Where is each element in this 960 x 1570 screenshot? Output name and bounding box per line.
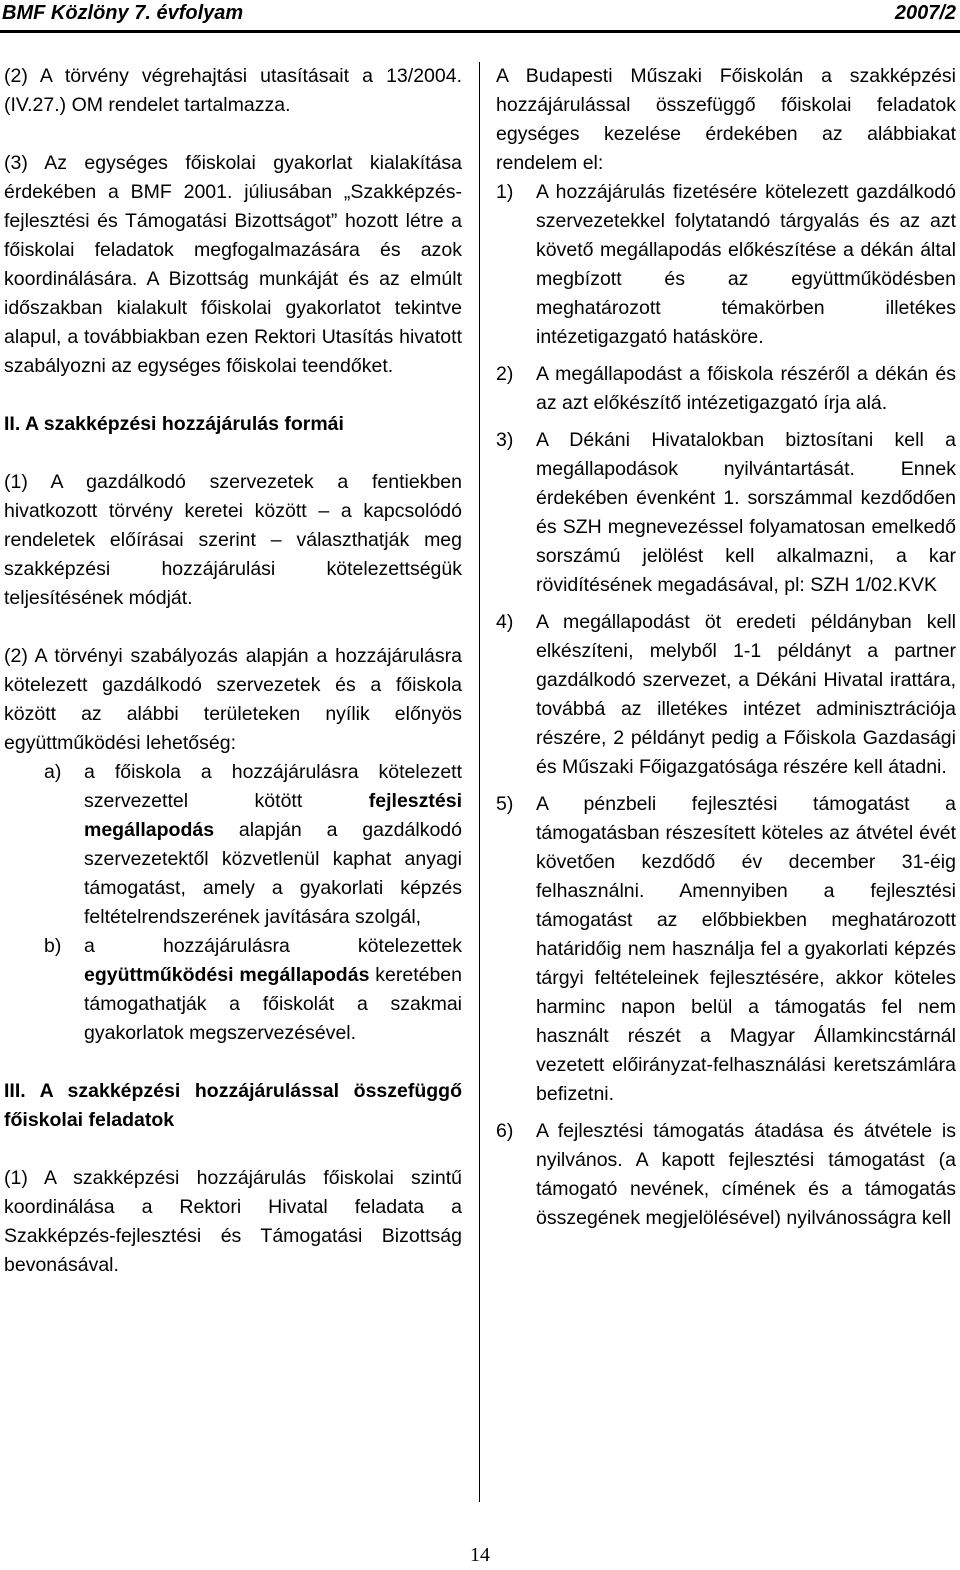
item-text: A pénzbeli fejlesztési támogatást a támogatásban részesített köteles az átvétel évét követően kezdődő év december 31-éig felhasználni. Amennyiben a fejlesztési támogatást az előbbiekben meghatározott határidőig nem használja fel a gyakorlati képzés tárgyi feltételeinek fejlesztésére, akkor köteles harminc napon belül a támogatás fel nem használt részét a Magyar Államkincstárnál vezetett előirányzat-felhasználási keretszámlára befizetni.	[536, 793, 956, 1105]
page-number: 14	[470, 1544, 490, 1566]
issue-number: 2007/2	[894, 2, 956, 24]
numbered-item-3	[496, 426, 956, 600]
item-number: 3)	[496, 429, 514, 451]
item-number: 4)	[496, 611, 514, 633]
list-label-b: b)	[44, 935, 62, 957]
item-number: 5)	[496, 793, 514, 815]
journal-title: BMF Közlöny 7. évfolyam	[2, 2, 244, 24]
paragraph-3: (1) A gazdálkodó szervezetek a fentiekben hivatkozott törvény keretei között – a kapcsolódó rendeletek előírásai szerint – választhatják meg szakképzési hozzájárulási kötelezettségük teljesítésének módját.	[4, 471, 462, 609]
paragraph-4: (2) A törvényi szabályozás alapján a hozzájárulásra kötelezett gazdálkodó szervezetek és a főiskola között az alábbi területeken nyílik előnyös együttműködési lehetőség:	[4, 645, 462, 754]
bold-term-fejlesztesi: fejlesztési megállapodás	[84, 790, 462, 841]
paragraph-1: (2) A törvény végrehajtási utasításait a 13/2004. (IV.27.) OM rendelet tartalmazza.	[4, 65, 462, 116]
list-label-a: a)	[44, 761, 62, 783]
page-header	[0, 0, 960, 30]
header-rule	[0, 30, 960, 33]
list-item-b	[4, 932, 462, 1048]
item-text: A megállapodást a főiskola részéről a dékán és az azt előkészítő intézetigazgató írja alá.	[536, 363, 956, 414]
item-text: A hozzájárulás fizetésére kötelezett gazdálkodó szervezetekkel folytatandó tárgyalás és az azt követő megállapodás előkészítése a dékán által megbízott és az együttműködésben meghatározott témakörben illetékes intézetigazgató hatásköre.	[536, 181, 956, 348]
item-text: A Dékáni Hivatalokban biztosítani kell a megállapodások nyilvántartását. Ennek érdekében évenként 1. sorszámmal kezdődően és SZH megnevezéssel folyamatosan emelkedő sorszámú jelölést kell alkalmazni, a kar rövidítésének megadásával, pl: SZH 1/02.KVK	[536, 429, 956, 596]
item-text: A megállapodást öt eredeti példányban kell elkészíteni, melyből 1-1 példányt a partner gazdálkodó szervezet, a Dékáni Hivatal irattára, továbbá az illetékes intézet adminisztrációja részére, 2 példányt pedig a Főiskola Gazdasági és Műszaki Főigazgatósága részére kell átadni.	[536, 611, 956, 778]
item-text: A fejlesztési támogatás átadása és átvétele is nyilvános. A kapott fejlesztési támogatást (a támogató nevének, címének és a támogatás összegének megjelölésével) nyilvánosságra kell	[536, 1120, 956, 1229]
numbered-item-6	[496, 1117, 956, 1233]
section-heading-2: II. A szakképzési hozzájárulás formái	[4, 413, 344, 435]
item-number: 1)	[496, 181, 514, 203]
numbered-item-5	[496, 790, 956, 1109]
intro-paragraph: A Budapesti Műszaki Főiskolán a szakképzési hozzájárulással összefüggő főiskolai feladatok egységes kezelése érdekében az alábbiakat rendelem el:	[496, 65, 956, 174]
right-column	[496, 62, 956, 1241]
item-number: 2)	[496, 363, 514, 385]
column-divider	[479, 62, 480, 1502]
numbered-item-4	[496, 608, 956, 782]
list-item-a	[4, 758, 462, 932]
paragraph-5: (1) A szakképzési hozzájárulás főiskolai szintű koordinálása a Rektori Hivatal feladata a Szakképzés-fejlesztési és Támogatási Bizottság bevonásával.	[4, 1167, 462, 1276]
section-heading-3: III. A szakképzési hozzájárulással összefüggő főiskolai feladatok	[4, 1080, 462, 1131]
list-text-b: a hozzájárulásra kötelezettek együttműködési megállapodás keretében támogathatják a főiskolát a szakmai gyakorlatok megszervezésével.	[84, 935, 462, 1044]
numbered-item-1	[496, 178, 956, 352]
bold-term-egyuttmukodesi: együttműködési megállapodás	[84, 964, 370, 986]
left-column	[4, 62, 462, 1280]
list-text-a: a főiskola a hozzájárulásra kötelezett szervezettel kötött fejlesztési megállapodás alapján a gazdálkodó szervezetektől közvetlenül kaphat anyagi támogatást, amely a gyakorlati képzés feltételrendszerének javítására szolgál,	[84, 761, 462, 928]
paragraph-2: (3) Az egységes főiskolai gyakorlat kialakítása érdekében a BMF 2001. júliusában „Szakképzés-fejlesztési és Támogatási Bizottságot” hozott létre a főiskolai feladatok megfogalmazására és azok koordinálására. A Bizottság munkáját és az elmúlt időszakban kialakult főiskolai gyakorlatot tekintve alapul, a továbbiakban ezen Rektori Utasítás hivatott szabályozni az egységes főiskolai teendőket.	[4, 152, 462, 377]
numbered-item-2	[496, 360, 956, 418]
item-number: 6)	[496, 1120, 514, 1142]
